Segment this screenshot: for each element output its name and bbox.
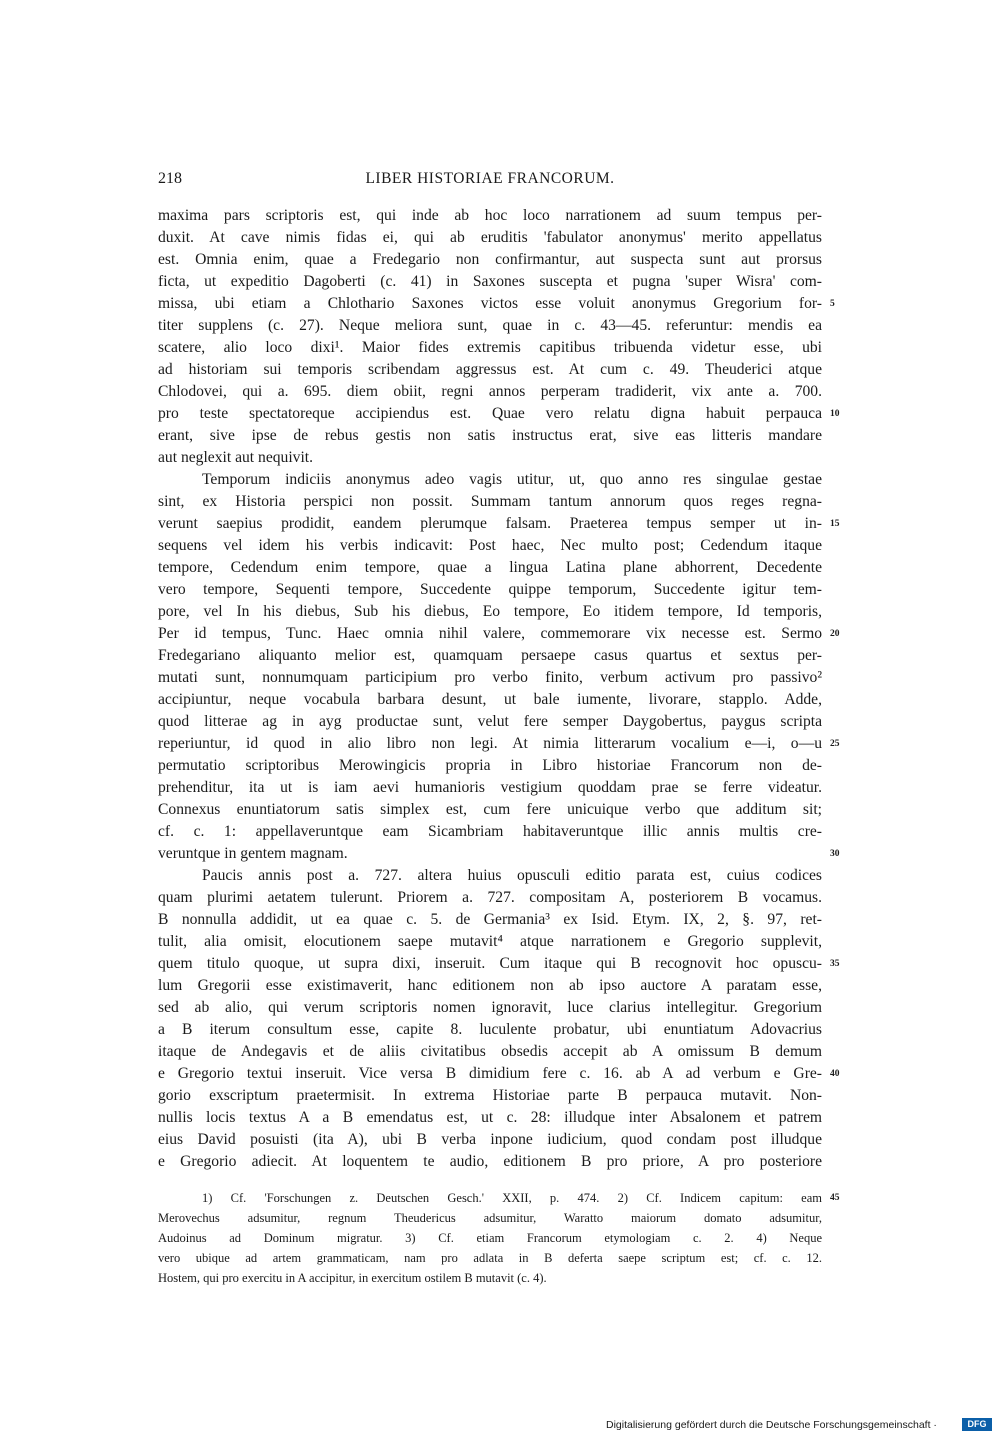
- line-number: 45: [830, 1193, 840, 1203]
- text-line: Chlodovei, qui a. 695. diem obiit, regni annos perperam tradiderit, vix ante a. 700.: [158, 383, 822, 400]
- text-line: quod litterae ag in ayg productae sunt, velut fere semper Daygobertus, paygus scripta: [158, 713, 822, 730]
- text-line: e Gregorio adiecit. At loquentem te audio, editionem B pro priore, A pro posteriore: [158, 1153, 822, 1170]
- text-line: eius David posuisti (ita A), ubi B verba inpone iudicium, quod condam post illudque: [158, 1131, 822, 1148]
- line-number: 25: [830, 739, 840, 749]
- text-line: pore, vel In his diebus, Sub his diebus, Eo tempore, Eo itidem tempore, Id temporis,: [158, 603, 822, 620]
- text-line: tulit, alia omisit, elocutionem saepe mutavit⁴ atque narrationem e Gregorio supplevit,: [158, 933, 822, 950]
- text-line: Connexus enuntiatorum satis simplex est, cum fere unicuique verbo que additum sit;: [158, 801, 822, 818]
- line-number: 30: [830, 849, 840, 859]
- text-line: Temporum indiciis anonymus adeo vagis utitur, ut, quo anno res singulae gestae: [202, 471, 822, 488]
- text-line: ad historiam sui temporis scribendam aggressus est. At cum c. 49. Theuderici atque: [158, 361, 822, 378]
- text-line: quam plurimi aetatem tulerunt. Priorem a. 727. compositam A, posteriorem B vocamus.: [158, 889, 822, 906]
- line-number: 10: [830, 409, 840, 419]
- text-line: scatere, alio loco dixi¹. Maior fides extremis capitibus tribuenda videtur esse, ubi: [158, 339, 822, 356]
- text-line: ficta, ut expeditio Dagoberti (c. 41) in Saxones suscepta et pugna 'super Wisra' com-: [158, 273, 822, 290]
- text-line: est. Omnia enim, quae a Fredegario non confirmantur, aut suspecta sunt aut prorsus: [158, 251, 822, 268]
- text-line: Fredegariano aliquanto melior est, quamquam persaepe casus quartus et sextus per-: [158, 647, 822, 664]
- text-line: pro teste spectatoreque accipiendus est. Quae vero relatu digna habuit perpauca: [158, 405, 822, 422]
- text-line: nullis locis textus A a B emendatus est, ut c. 28: illudque inter Absalonem et patrem: [158, 1109, 822, 1126]
- text-line: quem titulo quoque, ut supra dixi, inseruit. Cum itaque qui B recognovit hoc opuscu-: [158, 955, 822, 972]
- line-number: 20: [830, 629, 840, 639]
- text-line: e Gregorio textui inseruit. Vice versa B dimidium fere c. 16. ab A ad verbum e Gre-: [158, 1065, 822, 1082]
- text-line: sed ab alio, qui verum scriptoris nomen ignoravit, luce clarius intellegitur. Gregorium: [158, 999, 822, 1016]
- footnote-line: Audoinus ad Dominum migratur. 3) Cf. etiam Francorum etymologiam c. 2. 4) Neque: [158, 1231, 822, 1245]
- text-line: vero tempore, Sequenti tempore, Succedente quippe temporum, Succedente igitur tem-: [158, 581, 822, 598]
- text-line: permutatio scriptoribus Merowingicis propria in Libro historiae Francorum non de-: [158, 757, 822, 774]
- footnote-line: Hostem, qui pro exercitu in A accipitur, in exercitum ostilem B mutavit (c. 4).: [158, 1271, 547, 1285]
- dfg-logo-icon: DFG: [962, 1418, 992, 1431]
- text-line: sequens vel idem his verbis indicavit: Post haec, Nec multo post; Cedendum itaque: [158, 537, 822, 554]
- text-line: sint, ex Historia perspici non possit. Summam tantum annorum quos reges regna-: [158, 493, 822, 510]
- footnote-line: Merovechus adsumitur, regnum Theudericus adsumitur, Waratto maiorum domato adsumitur,: [158, 1211, 822, 1225]
- text-line: gorio exscriptum praetermisit. In extrema Historiae parte B perpauca mutavit. Non-: [158, 1087, 822, 1104]
- text-line: erant, sive ipse de rebus gestis non satis instructus erat, sive eas litteris mandare: [158, 427, 822, 444]
- footnote-line: 1) Cf. 'Forschungen z. Deutschen Gesch.' XXII, p. 474. 2) Cf. Indicem capitum: eam: [202, 1191, 822, 1205]
- line-number: 15: [830, 519, 840, 529]
- text-line: B nonnulla addidit, ut ea quae c. 5. de Germania³ ex Isid. Etym. IX, 2, §. 97, ret-: [158, 911, 822, 928]
- text-line: titer supplens (c. 27). Neque meliora sunt, quae in c. 43—45. referuntur: mendis ea: [158, 317, 822, 334]
- running-header: [158, 170, 822, 194]
- text-line: prehenditur, ita ut is iam aevi humanioris vestigium quoddam prae se ferre videatur.: [158, 779, 822, 796]
- text-line: a B iterum consultum esse, capite 8. luculente probatur, ubi enuntiatum Adovacrius: [158, 1021, 822, 1038]
- line-number: 35: [830, 959, 840, 969]
- footnote-line: vero ubique ad artem grammaticam, nam pro adlata in B deferta saepe scriptum est; cf. c. 12.: [158, 1251, 822, 1265]
- text-line: cf. c. 1: appellaveruntque eam Sicambriam habitaveruntque illic annis multis cre-: [158, 823, 822, 840]
- text-line: maxima pars scriptoris est, qui inde ab hoc loco narrationem ad suum tempus per-: [158, 207, 822, 224]
- text-line: Per id tempus, Tunc. Haec omnia nihil valere, commemorare vix necesse est. Sermo: [158, 625, 822, 642]
- text-line: Paucis annis post a. 727. altera huius opusculi editio parata est, cuius codices: [202, 867, 822, 884]
- running-title: LIBER HISTORIAE FRANCORUM.: [365, 170, 615, 187]
- line-number: 5: [830, 299, 835, 309]
- text-line: lum Gregorii esse existimaverit, hanc editionem non ab ipso auctore A paratam esse,: [158, 977, 822, 994]
- text-line: reperiuntur, id quod in alio libro non legi. At nimia litterarum vocalium e—i, o—u: [158, 735, 822, 752]
- text-line: mutati sunt, nonnumquam participium pro verbo finito, verbum activum pro passivo²: [158, 669, 822, 686]
- text-line: veruntque in gentem magnam.: [158, 845, 348, 862]
- text-line: verunt saepius prodidit, eandem plerumque falsam. Praeterea tempus semper ut in-: [158, 515, 822, 532]
- line-number: 40: [830, 1069, 840, 1079]
- text-line: itaque de Andegavis et de aliis civitatibus obsedis accepit ab A omissum B demum: [158, 1043, 822, 1060]
- text-line: accipiuntur, neque vocabula barbara desunt, ut bale iumente, livorare, stapplo. Adde,: [158, 691, 822, 708]
- text-line: duxit. At cave nimis fidas ei, qui ab eruditis 'fabulator anonymus' merito appellatus: [158, 229, 822, 246]
- text-line: missa, ubi etiam a Chlothario Saxones victos esse voluit anonymus Gregorium for-: [158, 295, 822, 312]
- text-line: aut neglexit aut nequivit.: [158, 449, 314, 466]
- digitization-credit: Digitalisierung gefördert durch die Deutsche Forschungsgemeinschaft ·: [606, 1419, 937, 1431]
- text-line: tempore, Cedendum enim tempore, quae a lingua Latina plane abhorrent, Decedente: [158, 559, 822, 576]
- page-number: 218: [158, 170, 182, 187]
